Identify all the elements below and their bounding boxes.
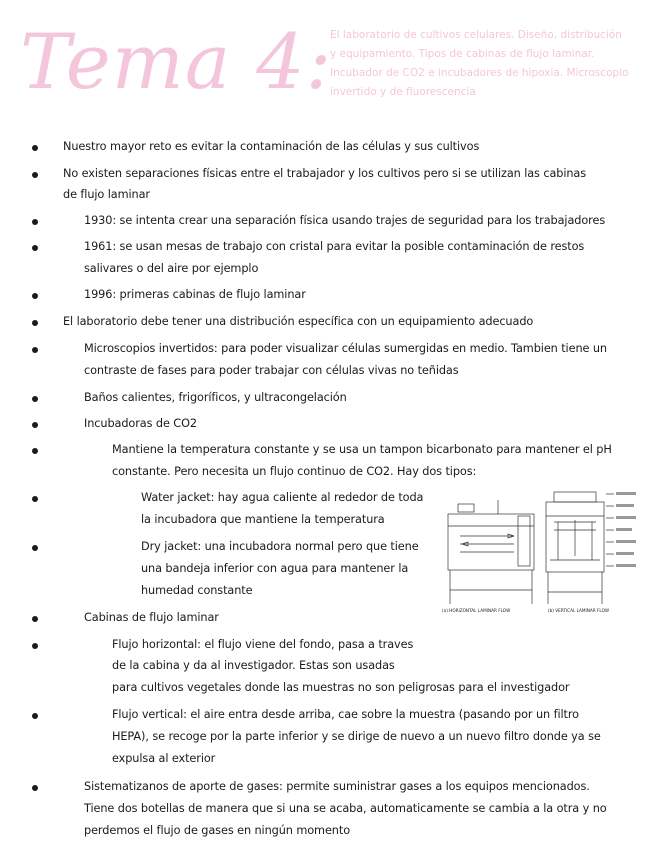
laminar-flow-diagram (438, 486, 640, 614)
text-line: de la cabina y da al investigador. Estas son usadas (112, 659, 395, 672)
bullet-dot (32, 496, 38, 502)
bullet-dot (32, 422, 38, 428)
bullet-dot (32, 293, 38, 299)
text-line: Baños calientes, frigoríficos, y ultracongelación (84, 391, 347, 404)
text-line: 1930: se intenta crear una separación física usando trajes de seguridad para los trabajadores (84, 214, 606, 227)
page-title: Tema 4: (20, 17, 333, 106)
text-line: Water jacket: hay agua caliente al rededor de toda (141, 491, 424, 504)
text-line: Dry jacket: una incubadora normal pero que tiene (141, 540, 419, 553)
text-line: No existen separaciones físicas entre el trabajador y los cultivos pero si se utilizan las cabinas (63, 167, 587, 180)
text-line: Cabinas de flujo laminar (84, 611, 219, 624)
text-line: Tiene dos botellas de manera que si una se acaba, automaticamente se cambia a la otra y no (84, 802, 607, 815)
text-line: Nuestro mayor reto es evitar la contaminación de las células y sus cultivos (63, 140, 480, 153)
text-line: 1996: primeras cabinas de flujo laminar (84, 288, 306, 301)
figure-caption-vertical: (b) VERTICAL LAMINAR FLOW (548, 608, 610, 613)
laminar-flow-cabinets-figure (438, 486, 640, 614)
bullet-dot (32, 713, 38, 719)
text-line: Mantiene la temperatura constante y se usa un tampon bicarbonato para mantener el pH (112, 443, 612, 456)
text-line: para cultivos vegetales donde las muestras no son peligrosas para el investigador (112, 681, 570, 694)
bullet-dot (32, 145, 38, 151)
text-line: contraste de fases para poder trabajar con células vivas no teñidas (84, 364, 459, 377)
text-line: salivares o del aire por ejemplo (84, 262, 259, 275)
bullet-dot (32, 219, 38, 225)
text-line: constante. Pero necesita un flujo continuo de CO2. Hay dos tipos: (112, 465, 477, 478)
text-line: perdemos el flujo de gases en ningún momento (84, 824, 351, 837)
page-subtitle: El laboratorio de cultivos celulares. Diseño, distribución y equipamiento. Tipos de cabinas de flujo laminar. Incubador de CO2 e incubadores de hipoxia. Microscopio invertido y de fluorescencia (330, 29, 629, 98)
bullet-dot (32, 396, 38, 402)
text-line: una bandeja inferior con agua para mantener la (141, 562, 409, 575)
text-line: Flujo horizontal: el flujo viene del fondo, pasa a traves (112, 638, 414, 651)
bullet-dot (32, 347, 38, 353)
text-line: El laboratorio debe tener una distribución específica con un equipamiento adecuado (63, 315, 534, 328)
text-line: Flujo vertical: el aire entra desde arriba, cae sobre la muestra (pasando por un filtro (112, 708, 579, 721)
bullet-dot (32, 172, 38, 178)
bullet-dot (32, 785, 38, 791)
text-line: HEPA), se recoge por la parte inferior y se dirige de nuevo a un nuevo filtro donde ya se (112, 730, 601, 743)
figure-caption-horizontal: (a) HORIZONTAL LAMINAR FLOW (442, 608, 511, 613)
text-line: humedad constante (141, 584, 253, 597)
text-line: Incubadoras de CO2 (84, 417, 197, 430)
bullet-dot (32, 545, 38, 551)
text-line: Sistematizanos de aporte de gases: permite suministrar gases a los equipos mencionados. (84, 780, 590, 793)
bullet-dot (32, 643, 38, 649)
text-line: la incubadora que mantiene la temperatura (141, 513, 385, 526)
text-line: 1961: se usan mesas de trabajo con cristal para evitar la posible contaminación de restos (84, 240, 585, 253)
text-line: expulsa al exterior (112, 752, 216, 765)
bullet-dot (32, 245, 38, 251)
bullet-dot (32, 320, 38, 326)
bullet-dot (32, 448, 38, 454)
text-line: Microscopios invertidos: para poder visualizar células sumergidas en medio. Tambien tiene un (84, 342, 607, 355)
bullet-dot (32, 616, 38, 622)
text-line: de flujo laminar (63, 188, 150, 201)
